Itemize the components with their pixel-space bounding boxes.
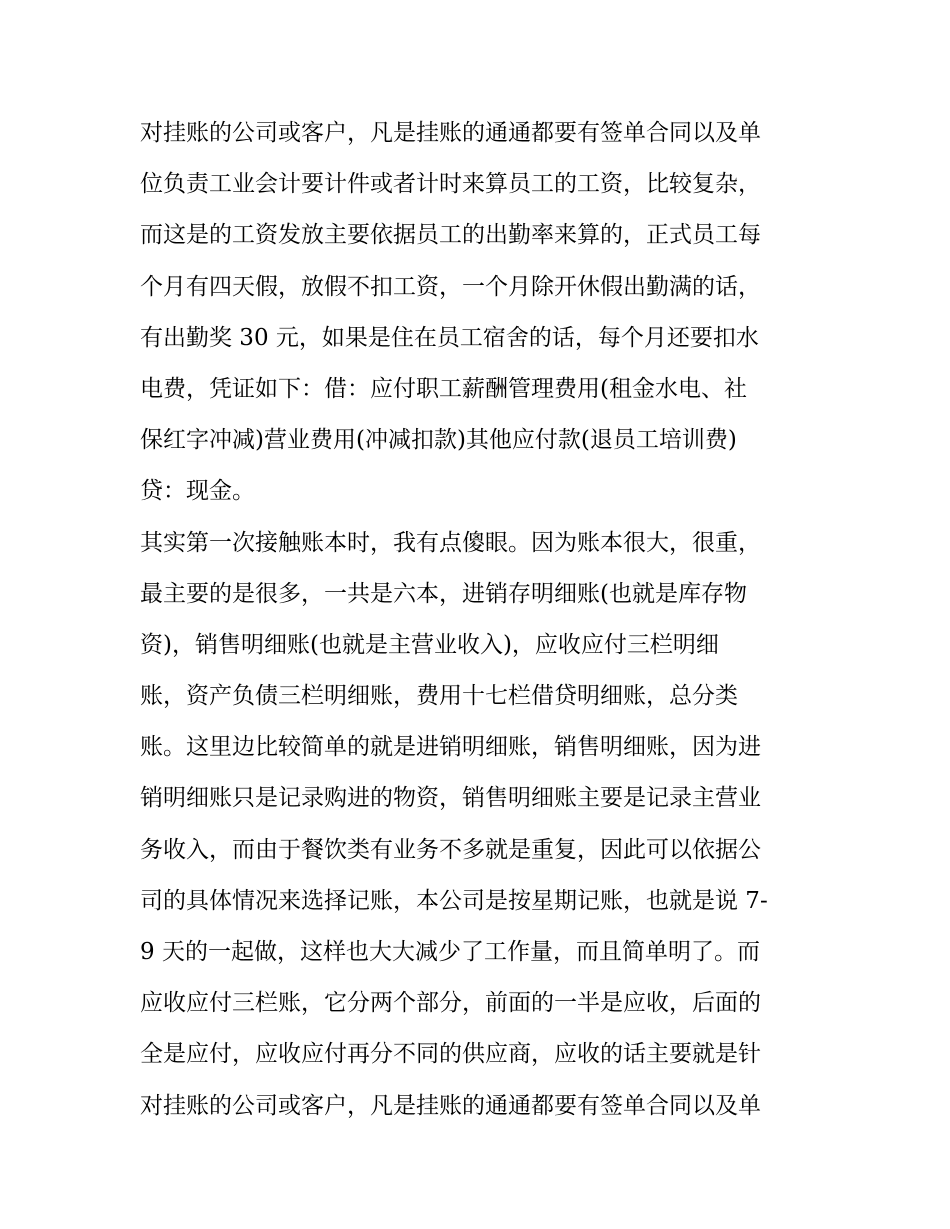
text-line-11: 资)，销售明细账(也就是主营业收入)，应收应付三栏明细 <box>140 631 719 658</box>
text-line-13: 账。这里边比较简单的就是进销明细账，销售明细账，因为进 <box>140 734 761 761</box>
text-line-17: 9 天的一起做，这样也大大减少了工作量，而且简单明了。而 <box>140 939 760 965</box>
text-line-12: 账，资产负债三栏明细账，费用十七栏借贷明细账，总分类 <box>140 683 738 710</box>
text-line-7: 保红字冲减)营业费用(冲减扣款)其他应付款(退员工培训费) <box>140 427 737 454</box>
text-line-3: 而这是的工资发放主要依据员工的出勤率来算的，正式员工每 <box>140 222 761 249</box>
text-line-2: 位负责工业会计要计件或者计时来算员工的工资，比较复杂， <box>140 171 761 198</box>
text-line-14: 销明细账只是记录购进的物资，销售明细账主要是记录主营业 <box>140 785 761 812</box>
text-line-16: 司的具体情况来选择记账，本公司是按星期记账，也就是说 7- <box>140 887 768 914</box>
body-text <box>140 108 830 1132</box>
text-line-8: 贷：现金。 <box>140 478 255 505</box>
text-line-9: 其实第一次接触账本时，我有点傻眼。因为账本很大，很重， <box>140 529 761 556</box>
text-line-6: 电费，凭证如下：借：应付职工薪酬管理费用(租金水电、社 <box>140 375 747 402</box>
text-line-18: 应收应付三栏账，它分两个部分，前面的一半是应收，后面的 <box>140 990 761 1017</box>
text-line-4: 个月有四天假，放假不扣工资，一个月除开休假出勤满的话， <box>140 273 761 300</box>
text-line-19: 全是应付，应收应付再分不同的供应商，应收的话主要就是针 <box>140 1041 761 1068</box>
text-line-20: 对挂账的公司或客户，凡是挂账的通通都要有签单合同以及单 <box>140 1092 761 1119</box>
text-line-10: 最主要的是很多，一共是六本，进销存明细账(也就是库存物 <box>140 580 747 607</box>
text-line-5: 有出勤奖 30 元，如果是住在员工宿舍的话，每个月还要扣水 <box>140 324 759 351</box>
text-line-1: 对挂账的公司或客户，凡是挂账的通通都要有签单合同以及单 <box>140 120 761 146</box>
text-line-15: 务收入，而由于餐饮类有业务不多就是重复，因此可以依据公 <box>140 836 761 863</box>
